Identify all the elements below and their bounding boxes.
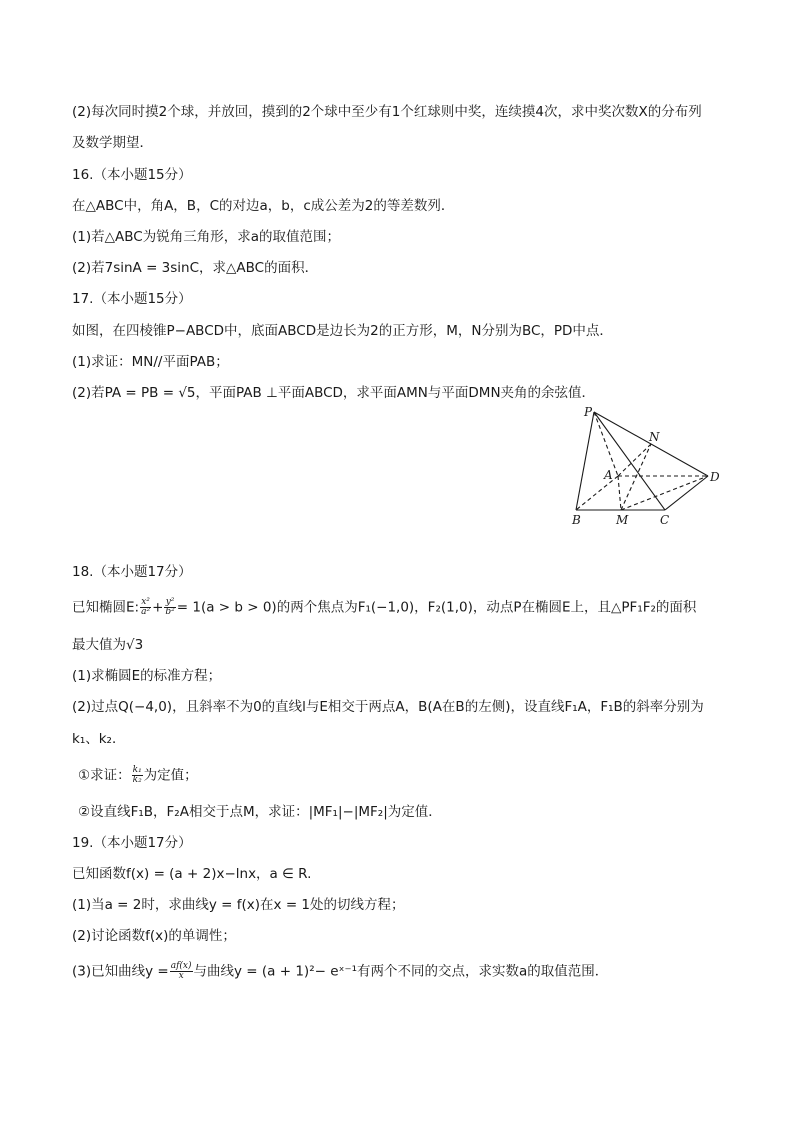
label-A: A xyxy=(604,468,613,482)
q18-part1: (1)求椭圆E的标准方程； xyxy=(72,668,222,684)
q16-stem: 在△ABC中，角A，B，C的对边a，b，c成公差为2的等差数列． xyxy=(72,198,455,214)
q19-part2: (2)讨论函数f(x)的单调性； xyxy=(72,928,236,944)
frac2-num: y² xyxy=(165,597,175,607)
label-C: C xyxy=(660,513,670,527)
q16-header: 16.（本小题15分） xyxy=(72,167,192,183)
edge-PC xyxy=(594,412,665,510)
q18-part2-line2: k₁、k₂． xyxy=(72,731,126,747)
label-D: D xyxy=(710,470,720,484)
sub1-num: k₁ xyxy=(132,765,142,775)
label-B: B xyxy=(572,513,581,527)
q17-part1: (1)求证：MN//平面PAB； xyxy=(72,354,229,370)
q19-stem: 已知函数f(x) = (a + 2)x−lnx，a ∈ R. xyxy=(72,866,312,882)
q18-sub1-b: 为定值； xyxy=(143,767,198,784)
edge-PA xyxy=(594,412,618,476)
q19-p3-b: 与曲线y = (a + 1)²− eˣ⁻¹有两个不同的交点，求实数a的取值范围． xyxy=(193,963,609,980)
frac1-num: x² xyxy=(141,597,150,607)
sub1-den: k₂ xyxy=(132,775,142,785)
q18-part2-line1: (2)过点Q(−4,0)，且斜率不为0的直线l与E相交于两点A，B(A在B的左侧)，设直线F₁A，F₁B的斜率分别为 xyxy=(72,699,704,715)
q18-sub2: ②设直线F₁B，F₂A相交于点M，求证：|MF₁|−|MF₂|为定值． xyxy=(78,804,442,820)
plus-sign: + xyxy=(152,599,164,616)
q17-header: 17.（本小题15分） xyxy=(72,291,192,307)
edge-AN xyxy=(618,444,651,476)
label-P: P xyxy=(584,405,593,419)
edge-MN xyxy=(621,444,651,510)
q19-part1: (1)当a = 2时，求曲线y = f(x)在x = 1处的切线方程； xyxy=(72,897,405,913)
edge-CD xyxy=(665,476,708,510)
q18-sub1-a: ①求证： xyxy=(78,767,131,784)
q16-part1: (1)若△ABC为锐角三角形，求a的取值范围； xyxy=(72,229,340,245)
frac2-den: b² xyxy=(165,607,175,617)
fraction-x2-a2 xyxy=(140,598,151,617)
q19-header: 19.（本小题17分） xyxy=(72,835,192,851)
fraction-k1-k2 xyxy=(132,766,143,785)
label-N: N xyxy=(649,430,660,444)
q16-part2: (2)若7sinA = 3sinC，求△ABC的面积． xyxy=(72,260,319,276)
q15-part2-line2: 及数学期望． xyxy=(72,135,153,151)
q17-stem: 如图，在四棱锥P−ABCD中，底面ABCD是边长为2的正方形，M，N分别为BC，PD中点． xyxy=(72,323,613,339)
q19-p3-a: (3)已知曲线y = xyxy=(72,963,169,980)
p3-num: af(x) xyxy=(170,961,192,971)
fraction-af-x xyxy=(170,962,193,981)
p3-den: x xyxy=(178,971,184,981)
q18-header: 18.（本小题17分） xyxy=(72,564,192,580)
q18-stem-a: 已知椭圆E: xyxy=(72,599,140,616)
q18-stem-line2: 最大值为√3 xyxy=(72,637,144,653)
edge-AM xyxy=(618,476,621,510)
q17-part2: (2)若PA = PB = √5，平面PAB ⊥平面ABCD，求平面AMN与平面DMN夹角的余弦值． xyxy=(72,385,596,401)
frac1-den: a² xyxy=(141,607,151,617)
q15-part2-line1: (2)每次同时摸2个球，并放回，摸到的2个球中至少有1个红球则中奖，连续摸4次，求中奖次数X的分布列 xyxy=(72,104,702,120)
edge-PB xyxy=(576,412,594,510)
q18-stem-b: = 1(a > b > 0)的两个焦点为F₁(−1,0)，F₂(1,0)，动点P在椭圆E上，且△PF₁F₂的面积 xyxy=(176,599,697,616)
q18-stem-line1 xyxy=(72,598,696,617)
fraction-y2-b2 xyxy=(164,598,175,617)
label-M: M xyxy=(616,513,629,527)
q19-part3 xyxy=(72,962,608,981)
q18-sub1 xyxy=(78,766,198,785)
pyramid-figure xyxy=(560,400,730,530)
